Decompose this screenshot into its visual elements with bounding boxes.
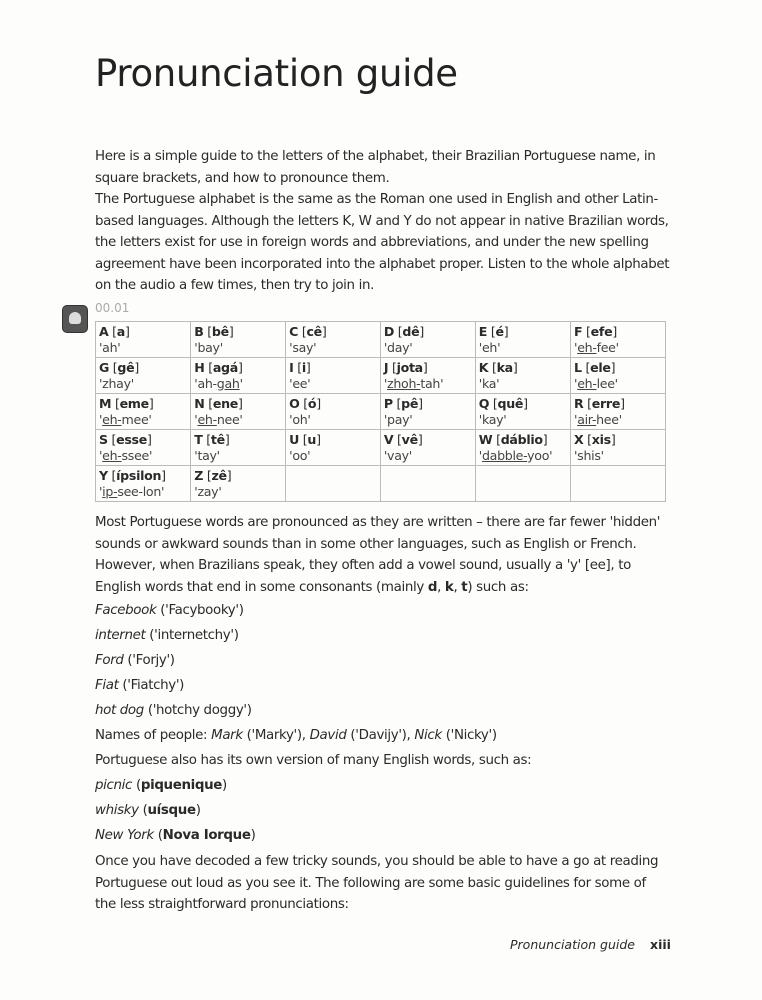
pronunciation: 'zhoh-tah' <box>383 376 444 391</box>
example: hot dog ('hotchy doggy') <box>95 703 252 718</box>
pronunciation: 'ah-gah' <box>194 376 243 391</box>
letter-name: W [dáblio] <box>478 432 548 447</box>
alphabet-cell <box>380 466 475 502</box>
example: Facebook ('Facybooky') <box>95 603 244 618</box>
alphabet-cell <box>96 394 191 430</box>
pronunciation: 'eh-fee' <box>574 340 619 355</box>
letter-name: Y [ípsilon] <box>99 468 166 483</box>
pronunciation: 'tay' <box>194 448 220 463</box>
alphabet-cell <box>191 394 286 430</box>
pronunciation: 'zhay' <box>99 376 134 391</box>
loan-word: picnic (piquenique) <box>95 778 227 793</box>
alphabet-cell <box>380 394 475 430</box>
alphabet-cell <box>96 358 191 394</box>
names-line: Names of people: Mark ('Marky'), David ('Davijy'), Nick ('Nicky') <box>95 728 497 743</box>
own-version-line: Portuguese also has its own version of many English words, such as: <box>95 753 532 768</box>
pronunciation: 'kay' <box>478 412 507 427</box>
alphabet-cell <box>475 322 570 358</box>
alphabet-cell <box>380 430 475 466</box>
pronunciation: 'oh' <box>289 412 311 427</box>
alphabet-cell <box>475 466 570 502</box>
pronunciation: 'vay' <box>383 448 412 463</box>
letter-name: U [u] <box>289 432 321 447</box>
closing-paragraph: Once you have decoded a few tricky sounds, you should be able to have a go at reading Portuguese out loud as you see it. The following are some basic guidelines for some of the less straightforward pronunciations: <box>95 854 659 912</box>
letter-name: I [i] <box>289 360 311 375</box>
letter-name: L [ele] <box>574 360 616 375</box>
letter-name: J [jota] <box>383 360 428 375</box>
pronunciation: 'say' <box>289 340 317 355</box>
alphabet-row <box>96 394 666 430</box>
letter-name: M [eme] <box>99 396 154 411</box>
audio-icon[interactable] <box>62 305 88 333</box>
alphabet-row <box>96 466 666 502</box>
pronunciation: 'eh-ssee' <box>99 448 153 463</box>
alphabet-row <box>96 430 666 466</box>
alphabet-cell <box>286 358 381 394</box>
letter-name: Z [zê] <box>194 468 232 483</box>
page-number: xiii <box>650 937 671 952</box>
intro-paragraph-2: The Portuguese alphabet is the same as the Roman one used in English and other Latin-based languages. Although the letters K, W and Y do not appear in native Brazilian words, the letters exist for use in foreign words and abbreviations, and under the new spelling agreement have been incorporated into the alphabet proper. Listen to the whole alphabet on the audio a few times, then try to join in. <box>95 192 670 293</box>
intro-paragraph-1: Here is a simple guide to the letters of the alphabet, their Brazilian Portuguese name, in square brackets, and how to pronounce them. <box>95 149 656 186</box>
pronunciation: 'eh-nee' <box>194 412 243 427</box>
letter-name: X [xis] <box>574 432 616 447</box>
alphabet-cell <box>191 322 286 358</box>
letter-name: S [esse] <box>99 432 152 447</box>
alphabet-cell <box>571 322 666 358</box>
pronunciation: 'air-hee' <box>574 412 622 427</box>
letter-name: F [efe] <box>574 324 617 339</box>
letter-name: C [cê] <box>289 324 327 339</box>
pronunciation: 'eh-lee' <box>574 376 618 391</box>
pronunciation: 'day' <box>383 340 413 355</box>
alphabet-cell <box>191 466 286 502</box>
audio-track-number: 00.01 <box>95 301 130 315</box>
alphabet-cell <box>571 430 666 466</box>
letter-name: Q [quê] <box>478 396 528 411</box>
letter-name: N [ene] <box>194 396 243 411</box>
pronunciation: 'ah' <box>99 340 121 355</box>
pronunciation: 'ee' <box>289 376 311 391</box>
page-title: Pronunciation guide <box>95 52 458 95</box>
letter-name: V [vê] <box>383 432 423 447</box>
footer-section: Pronunciation guide <box>510 937 635 952</box>
pronunciation: 'oo' <box>289 448 311 463</box>
letter-name: D [dê] <box>383 324 424 339</box>
letter-name: P [pê] <box>383 396 423 411</box>
pronunciation: 'dabble-yoo' <box>478 448 553 463</box>
alphabet-row <box>96 358 666 394</box>
alphabet-table <box>95 321 666 502</box>
letter-name: G [gê] <box>99 360 139 375</box>
alphabet-cell <box>380 322 475 358</box>
alphabet-cell <box>571 394 666 430</box>
alphabet-cell <box>191 358 286 394</box>
letter-name: H [agá] <box>194 360 243 375</box>
example: Ford ('Forjy') <box>95 653 175 668</box>
alphabet-cell <box>571 466 666 502</box>
alphabet-cell <box>96 430 191 466</box>
pronunciation: 'eh-mee' <box>99 412 152 427</box>
letter-name: T [tê] <box>194 432 230 447</box>
pronunciation: 'shis' <box>574 448 604 463</box>
letter-name: O [ó] <box>289 396 321 411</box>
alphabet-cell <box>286 322 381 358</box>
alphabet-cell <box>475 430 570 466</box>
loan-word: whisky (uísque) <box>95 803 201 818</box>
alphabet-cell <box>286 430 381 466</box>
body-paragraph: Most Portuguese words are pronounced as they are written – there are far fewer 'hidden' sounds or awkward sounds than in some other languages, such as English or French. However, when Brazilians speak, they often add a vowel sound, usually a 'y' [ee], to English words that end in some consonants (mainly d, k, t) such as: <box>95 515 661 595</box>
alphabet-row <box>96 322 666 358</box>
example: Fiat ('Fiatchy') <box>95 678 185 693</box>
pronunciation: 'eh' <box>478 340 501 355</box>
pronunciation: 'ka' <box>478 376 500 391</box>
pronunciation: 'pay' <box>383 412 413 427</box>
pronunciation: 'ip-see-lon' <box>99 484 165 499</box>
letter-name: K [ka] <box>478 360 518 375</box>
alphabet-cell <box>286 394 381 430</box>
alphabet-cell <box>571 358 666 394</box>
loan-word: New York (Nova Iorque) <box>95 828 256 843</box>
letter-name: R [erre] <box>574 396 625 411</box>
alphabet-cell <box>96 466 191 502</box>
alphabet-cell <box>191 430 286 466</box>
pronunciation: 'zay' <box>194 484 222 499</box>
alphabet-cell <box>286 466 381 502</box>
pronunciation: 'bay' <box>194 340 223 355</box>
alphabet-cell <box>96 322 191 358</box>
letter-name: A [a] <box>99 324 130 339</box>
letter-name: B [bê] <box>194 324 234 339</box>
alphabet-cell <box>380 358 475 394</box>
alphabet-cell <box>475 394 570 430</box>
example: internet ('internetchy') <box>95 628 239 643</box>
letter-name: E [é] <box>478 324 509 339</box>
alphabet-cell <box>475 358 570 394</box>
